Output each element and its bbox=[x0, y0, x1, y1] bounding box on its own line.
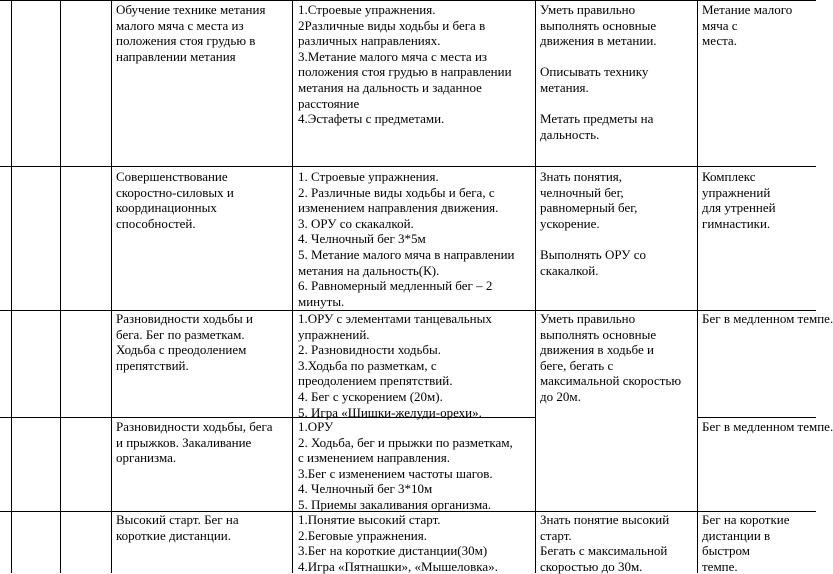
homework-cell: Бег на короткие дистанции в быстром темпе. bbox=[702, 512, 790, 574]
topic-cell: Разновидности ходьбы, бега и прыжков. Закаливание организма. bbox=[116, 419, 273, 466]
homework-cell: Метание малого мяча с места. bbox=[702, 2, 793, 49]
topic-cell: Обучение технике метания малого мяча с места из положения стоя грудью в направлении метания bbox=[116, 2, 266, 64]
column-border bbox=[60, 0, 61, 573]
content-cell: 1.ОРУ с элементами танцевальных упражнений. 2. Разновидности ходьбы. 3.Ходьба по разметкам, с преодолением препятствий. 4. Бег с ускорением (20м). 5. Игра «Шишки-желуди-орехи». bbox=[298, 311, 492, 420]
column-border bbox=[111, 0, 112, 573]
row-border bbox=[697, 417, 816, 418]
requirements-cell: Уметь правильно выполнять основные движения в ходьбе и беге, бегать с максимальной скоростью до 20м. bbox=[540, 311, 682, 404]
column-border bbox=[535, 0, 536, 573]
homework-cell: Бег в медленном темпе. bbox=[702, 419, 833, 434]
content-cell: 1.ОРУ 2. Ходьба, бег и прыжки по разметкам, с изменением направления. 3.Бег с изменением частоты шагов. 4. Челночный бег 3*10м 5. Приемы закаливания организма. bbox=[298, 419, 513, 512]
requirements-cell: Знать понятия, челночный бег, равномерный бег, ускорение. Выполнять ОРУ со скакалкой. bbox=[540, 169, 646, 278]
requirements-cell: Уметь правильно выполнять основные движения в метании. Описывать технику метания. Метать предметы на дальность. bbox=[540, 2, 657, 142]
content-cell: 1.Понятие высокий старт. 2.Беговые упражнения. 3.Бег на короткие дистанции(30м) 4.Игра «Пятнашки», «Мышеловка». bbox=[298, 512, 498, 574]
requirements-cell: Знать понятие высокий старт. Бегать с максимальной скоростью до 30м. bbox=[540, 512, 670, 574]
content-cell: 1. Строевые упражнения. 2. Различные виды ходьбы и бега, с изменением направления движения. 3. ОРУ со скакалкой. 4. Челночный бег 3*5м 5. Метание малого мяча в направлении метания на дальность(К). 6. Равномерный медленный бег – 2 минуты. bbox=[298, 169, 515, 309]
topic-cell: Совершенствование скоростно-силовых и координационных способностей. bbox=[116, 169, 234, 231]
row-border bbox=[0, 166, 816, 167]
column-border bbox=[11, 0, 12, 573]
homework-cell: Бег в медленном темпе. bbox=[702, 311, 833, 326]
homework-cell: Комплекс упражнений для утренней гимнастики. bbox=[702, 169, 776, 231]
column-border bbox=[697, 0, 698, 573]
topic-cell: Разновидности ходьбы и бега. Бег по разметкам. Ходьба с преодолением препятствий. bbox=[116, 311, 253, 373]
content-cell: 1.Строевые упражнения. 2Различные виды ходьбы и бега в различных направлениях. 3.Метание малого мяча с места из положения стоя грудью в направлении метания на дальность и заданное расстояние 4.Эстафеты с предметами. bbox=[298, 2, 512, 127]
row-border bbox=[0, 0, 816, 1]
column-border bbox=[292, 0, 293, 573]
topic-cell: Высокий старт. Бег на короткие дистанции. bbox=[116, 512, 239, 543]
